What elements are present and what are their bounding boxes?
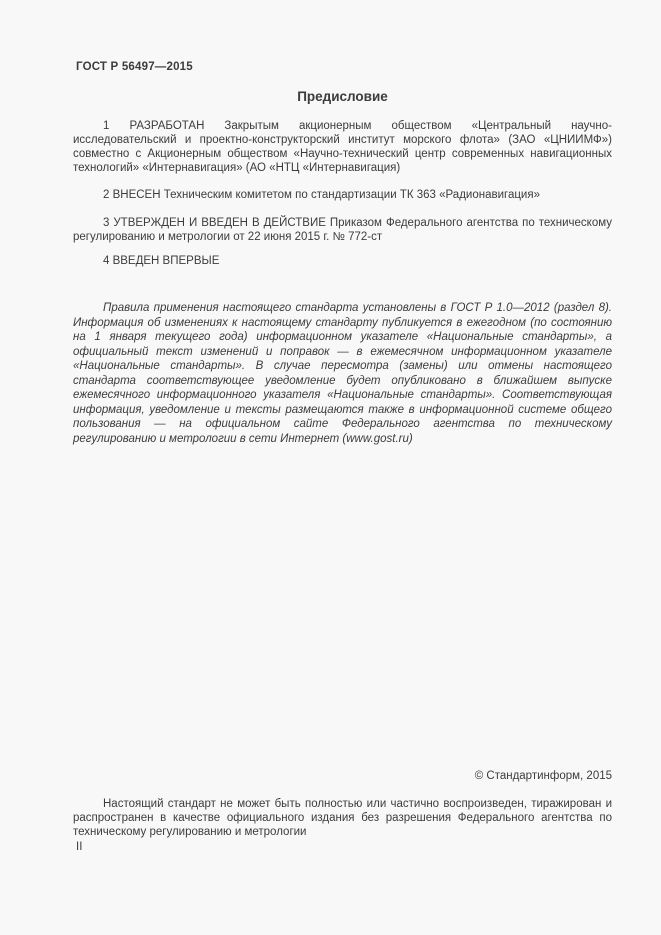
foreword-item-developed: 1 РАЗРАБОТАН Закрытым акционерным обществом «Центральный научно-исследовательский и проектно-конструкторский институт морского флота» (ЗАО «ЦНИИМФ») совместно с Акционерным обществом «Научно-технический центр современных навигационных технологий» «Интернавигация» (АО «НТЦ «Интернавигация) xyxy=(73,120,612,174)
page-title: Предисловие xyxy=(297,89,388,104)
foreword-item-approved: 3 УТВЕРЖДЕН И ВВЕДЕН В ДЕЙСТВИЕ Приказом Федерального агентства по техническому регулированию и метрологии от 22 июня 2015 г. № 772-ст xyxy=(73,217,612,243)
application-rules-note: Правила применения настоящего стандарта установлены в ГОСТ Р 1.0—2012 (раздел 8). Информация об изменениях к настоящему стандарту публикуется в ежегодном (по состоянию на 1 января текущего года) информационном указателе «Национальные стандарты», а официальный текст изменений и поправок — в ежемесячном информационном указателе «Национальные стандарты». В случае пересмотра (замены) или отмены настоящего стандарта соответствующее уведомление будет опубликовано в ближайшем выпуске ежемесячного информационного указателя «Национальные стандарты». Соответствующая информация, уведомление и тексты размещаются также в информационной системе общего пользования — на официальном сайте Федерального агентства по техническому регулированию и метрологии в сети Интернет (www.gost.ru) xyxy=(73,302,612,445)
reproduction-notice: Настоящий стандарт не может быть полностью или частично воспроизведен, тиражирован и распространен в качестве официального издания без разрешения Федерального агентства по техническому регулированию и метрологии xyxy=(73,798,612,838)
copyright-notice: © Стандартинформ, 2015 xyxy=(474,770,612,782)
standard-designation: ГОСТ Р 56497—2015 xyxy=(76,61,193,73)
foreword-item-introduced: 4 ВВЕДЕН ВПЕРВЫЕ xyxy=(103,255,220,267)
page-number: II xyxy=(76,841,83,853)
foreword-item-submitted: 2 ВНЕСЕН Техническим комитетом по стандартизации ТК 363 «Радионавигация» xyxy=(103,189,540,201)
